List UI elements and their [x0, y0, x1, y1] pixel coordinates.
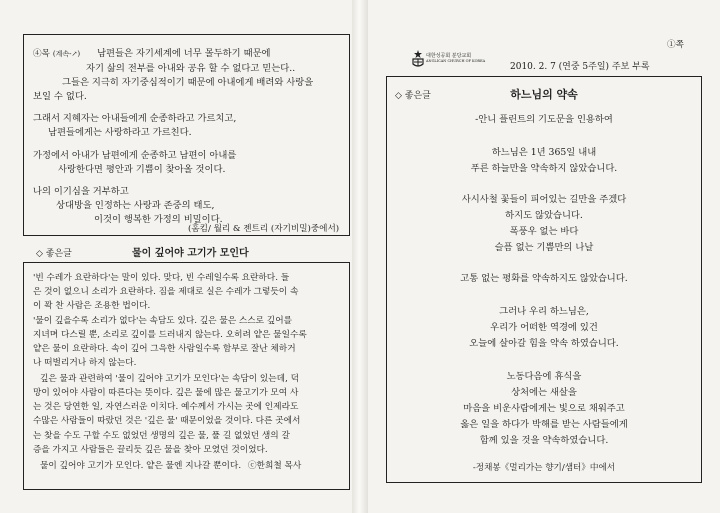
continued-source: (홈킴/ 월리 & 젠트리 (자기비밀)중에서)	[188, 224, 340, 234]
continued-line-11: 이것이 행복한 가정의 비밀이다.	[94, 214, 223, 225]
continued-line-10: 상대방을 인정하는 사랑과 존중의 태도,	[56, 200, 215, 211]
poem-line-5: 폭풍우 없는 바다	[509, 226, 579, 237]
poem-line-10: 오늘에 살아갈 힘을 약속 하였습니다.	[469, 338, 619, 349]
essay-line-2: 은 것이 없으니 소리가 요란하다. 짐을 제대로 실은 수레가 그렇듯이 속	[33, 287, 299, 297]
essay-line-8: 깊은 물과 관련하여 '물이 깊어야 고기가 모인다'는 속담이 있는데, 덕	[40, 374, 299, 384]
poem-line-2: 푸른 하늘만을 약속하지 않았습니다.	[470, 163, 618, 174]
essay-line-13: 증을 가지고 사람들은 끌리듯 깊은 물을 찾아 모였던 것이었다.	[33, 445, 268, 455]
essay-tag: ◇ 좋은글	[36, 249, 72, 259]
poem-line-6: 슬픔 없는 기쁨만의 나날	[494, 242, 594, 253]
essay-line-6: 얕은 물이 요란하다. 속이 깊어 그윽한 사람일수록 함부로 잘난 체하거	[33, 344, 296, 354]
church-name: 대한성공회 분당교회	[426, 53, 472, 59]
page-label: ④목	[33, 49, 50, 59]
poem-line-11: 노동다음에 휴식을	[506, 371, 582, 382]
continued-text-box	[23, 34, 350, 236]
continued-line-6: 남편들에게는 사랑하라고 가르친다.	[48, 127, 192, 138]
essay-line-12: 는 찾을 수도 구할 수도 없었던 생명의 깊은 물, 풀 길 없었던 생의 갈	[33, 431, 290, 441]
poem-source: -정채봉《멀리가는 향기/샘터》中에서	[472, 463, 616, 473]
continued-line-8: 사랑한다면 평안과 기쁨이 찾아올 것이다.	[58, 164, 226, 175]
poem-line-7: 고통 없는 평화를 약속하지도 않았습니다.	[460, 273, 628, 284]
poem-tag: ◇ 좋은글	[395, 91, 431, 101]
poem-box	[386, 76, 702, 483]
page-number: ①쪽	[667, 40, 684, 50]
continued-line-7: 가정에서 아내가 남편에게 순종하고 남편이 아내를	[33, 150, 237, 161]
continued-line-1	[33, 45, 271, 59]
poem-line-8: 그러나 우리 하느님은,	[499, 306, 589, 317]
continued-line-9: 나의 이기심을 거부하고	[33, 186, 129, 197]
essay-line-5: 지녀며 다스릴 뿐, 소리로 깊이를 드러내지 않는다. 오히려 얕은 물일수록	[33, 330, 307, 340]
essay-line-9: 망이 있어야 사람이 따른다는 뜻이다. 깊은 물에 많은 물고기가 모여 사	[33, 388, 299, 398]
essay-closing-text: 물이 깊어야 고기가 모인다. 얕은 물엔 지나갈 뿐이다.	[40, 461, 242, 471]
poem-line-12: 상처에는 새살을	[511, 387, 577, 398]
continued-line-text: 남편들은 자기세계에 너무 몰두하기 때문에	[97, 48, 271, 59]
church-sub: ANGLICAN CHURCH OF KOREA	[426, 59, 486, 63]
bulletin-date: 2010. 2. 7 (연중 5주일) 주보 부록	[510, 62, 650, 72]
essay-box	[23, 262, 350, 490]
essay-author: ⓒ한희철 목사	[247, 461, 302, 471]
continued-line-5: 그래서 지혜자는 아내들에게 순종하라고 가르치고,	[33, 113, 237, 124]
poem-line-1: 하느님은 1년 365일 내내	[491, 147, 597, 158]
essay-line-4: '물이 깊을수록 소리가 없다'는 속담도 있다. 깊은 물은 스스로 깊어를	[33, 316, 292, 326]
essay-line-14	[40, 459, 301, 471]
continued-mark: (계속-↗)	[52, 50, 81, 58]
poem-line-13: 마음을 비운사람에게는 빛으로 채워주고	[463, 403, 625, 414]
poem-line-3: 사시사철 꽃들이 피어있는 길만을 주겠다	[461, 194, 627, 205]
right-page	[360, 0, 720, 513]
essay-line-1: '빈 수레가 요란하다'는 말이 있다. 맞다, 빈 수레일수록 요란하다. 들	[33, 273, 290, 283]
essay-line-11: 수많은 사람들이 따랐던 것은 '깊은 물' 때문이었을 것이다. 다른 곳에서	[33, 416, 301, 426]
essay-line-3: 이 꽉 찬 사람은 조용한 법이다.	[33, 301, 151, 311]
continued-line-3: 그들은 지극히 자기중심적이기 때문에 아내에게 배려와 사랑을	[62, 77, 314, 88]
essay-line-10: 는 것은 당연한 일, 자연스러운 이치다. 예수께서 가시는 곳에 인제라도	[33, 402, 299, 412]
essay-line-7: 나 떠벌리거나 하지 않는다.	[33, 358, 137, 368]
church-logo-icon	[412, 50, 424, 68]
poem-line-9: 우리가 어떠한 역경에 있건	[490, 322, 598, 333]
poem-line-14: 옳은 일을 하다가 박해를 받는 사람들에게	[460, 419, 628, 430]
poem-title: 하느님의 약속	[510, 88, 578, 101]
essay-title: 물이 깊어야 고기가 모인다	[132, 248, 249, 259]
poem-subtitle: -안니 플린트의 기도문을 인용하여	[475, 114, 613, 125]
continued-line-4: 보일 수 없다.	[33, 91, 87, 102]
poem-line-4: 하지도 않았습니다.	[505, 210, 583, 221]
continued-line-2: 자기 삶의 전부를 아내와 공유 할 수 없다고 믿는다..	[86, 63, 296, 74]
poem-line-15: 함께 있을 것을 약속하였습니다.	[479, 435, 609, 446]
